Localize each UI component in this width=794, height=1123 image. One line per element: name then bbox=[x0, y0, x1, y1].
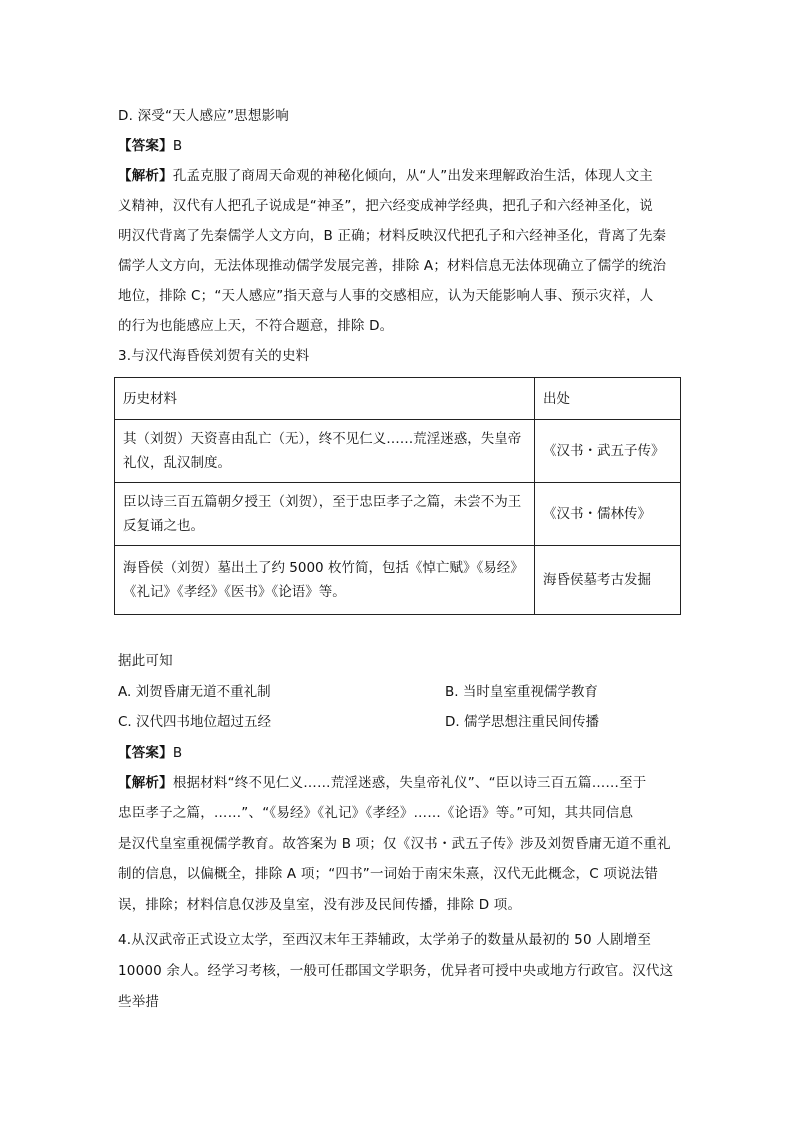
table-cell-source: 《汉书・武五子传》 bbox=[534, 420, 680, 483]
table-row bbox=[115, 546, 681, 615]
option-d-line: D. 深受“天人感应”思想影响 bbox=[118, 108, 289, 124]
analysis-q2-line-4: 儒学人文方向，无法体现推动儒学发展完善，排除 A；材料信息无法体现确立了儒学的统治 bbox=[118, 258, 667, 274]
table-cell-source: 海昏侯墓考古发掘 bbox=[534, 546, 680, 615]
answer-line-q3: 【答案】B bbox=[118, 745, 183, 761]
answer-line-q2: 【答案】B bbox=[118, 138, 183, 154]
analysis-q3-line-4: 制的信息，以偏概全，排除 A 项；“四书”一词始于南宋朱熹，汉代无此概念，C 项说法错 bbox=[118, 866, 659, 882]
option-a: A. 刘贺昏庸无道不重礼制 bbox=[118, 684, 271, 700]
question-3-prompt: 据此可知 bbox=[118, 653, 173, 669]
analysis-q3-line-1: 【解析】根据材料“终不见仁义……荒淫迷惑，失皇帝礼仪”、“臣以诗三百五篇……至于 bbox=[118, 775, 647, 791]
analysis-q2-line-5: 地位，排除 C；“天人感应”指天意与人事的交感相应，认为天能影响人事、预示灾祥，人 bbox=[118, 288, 654, 304]
question-3-title: 3.与汉代海昏侯刘贺有关的史料 bbox=[118, 348, 310, 364]
section-label: 【解析】 bbox=[118, 775, 173, 791]
question-4-line-1: 4.从汉武帝正式设立太学，至西汉末年王莽辅政，太学弟子的数量从最初的 50 人剧增至 bbox=[118, 932, 652, 948]
table-cell-material: 海昏侯（刘贺）墓出土了约 5000 枚竹简，包括《悼亡赋》《易经》 《礼记》《孝经》《医书》《论语》等。 bbox=[115, 546, 535, 615]
table-cell-material: 其（刘贺）天资喜由乱亡（无），终不见仁义……荒淫迷惑，失皇帝 礼仪，乱汉制度。 bbox=[115, 420, 535, 483]
table-header-row bbox=[115, 378, 681, 420]
question-4-line-3: 些举措 bbox=[118, 994, 160, 1010]
table-cell-source: 《汉书・儒林传》 bbox=[534, 483, 680, 546]
analysis-q2-line-1: 【解析】孔孟克服了商周天命观的神秘化倾向，从“人”出发来理解政治生活，体现人文主 bbox=[118, 168, 653, 184]
option-b: B. 当时皇室重视儒学教育 bbox=[445, 684, 598, 700]
table-row bbox=[115, 483, 681, 546]
table-header-source: 出处 bbox=[534, 378, 680, 420]
analysis-q2-line-2: 义精神，汉代有人把孔子说成是“神圣”，把六经变成神学经典，把孔子和六经神圣化，说 bbox=[118, 198, 653, 214]
analysis-q3-line-5: 误，排除；材料信息仅涉及皇室，没有涉及民间传播，排除 D 项。 bbox=[118, 897, 522, 913]
source-table bbox=[114, 377, 681, 615]
option-c: C. 汉代四书地位超过五经 bbox=[118, 714, 272, 730]
analysis-q3-line-3: 是汉代皇室重视儒学教育。故答案为 B 项；仅《汉书・武五子传》涉及刘贺昏庸无道不重礼 bbox=[118, 836, 671, 852]
section-label: 【答案】 bbox=[118, 138, 173, 154]
table-row bbox=[115, 420, 681, 483]
section-label: 【答案】 bbox=[118, 745, 173, 761]
section-label: 【解析】 bbox=[118, 168, 173, 184]
option-d: D. 儒学思想注重民间传播 bbox=[445, 714, 599, 730]
analysis-q2-line-3: 明汉代背离了先秦儒学人文方向，B 正确；材料反映汉代把孔子和六经神圣化，背离了先秦 bbox=[118, 228, 667, 244]
analysis-q3-line-2: 忠臣孝子之篇，……”、“《易经》《礼记》《孝经》……《论语》等。”可知，其共同信息 bbox=[118, 805, 634, 821]
analysis-q2-line-6: 的行为也能感应上天，不符合题意，排除 D。 bbox=[118, 318, 394, 334]
question-4-line-2: 10000 余人。经学习考核，一般可任郡国文学职务，优异者可授中央或地方行政官。汉代这 bbox=[118, 963, 674, 979]
table-cell-material: 臣以诗三百五篇朝夕授王（刘贺），至于忠臣孝子之篇，未尝不为王 反复诵之也。 bbox=[115, 483, 535, 546]
table-header-material: 历史材料 bbox=[115, 378, 535, 420]
